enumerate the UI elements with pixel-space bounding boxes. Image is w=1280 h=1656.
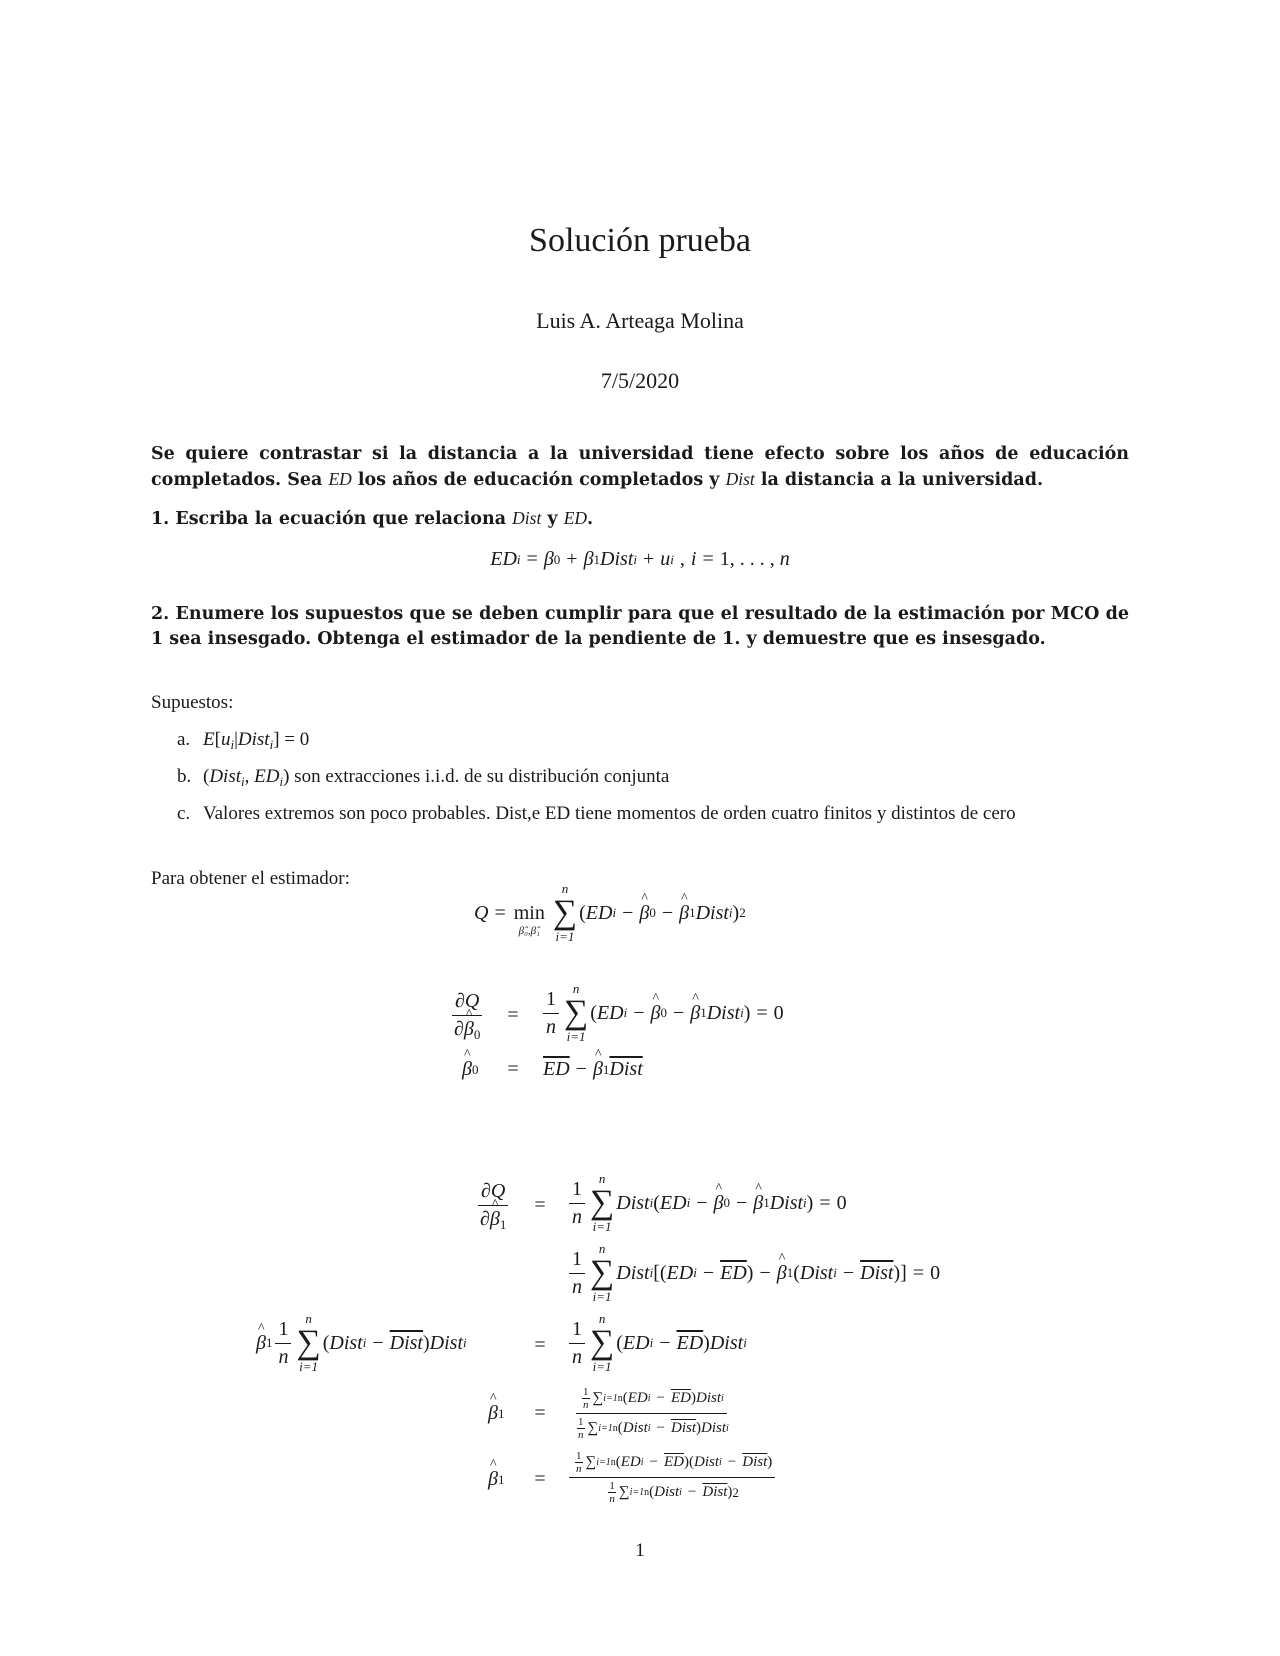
- beta1-equation-lhs: ^ β 1 $\frac{1}{n}$ n ∑ i=1 ( Dist i − Dist ) Dist i: [256, 1312, 467, 1374]
- beta0-estimator-rhs: $\overline{ED}$ − ^ β 1 Dist: [543, 1058, 643, 1081]
- beta1-hat-lhs-2: ^ β 1: [488, 1468, 504, 1491]
- derivative-beta1-lhs: $\frac{\partial Q}{\partial\^{} \beta_1}$: [474, 1180, 512, 1233]
- objective-function: Q = min β̂₀,β̂₁ n ∑ i=1 ( ED i − ^ β 0 − ^ β 1 Dist i ) 2: [474, 882, 746, 944]
- document-author: Luis A. Arteaga Molina: [536, 308, 744, 333]
- intro-paragraph: Se quiere contrastar si la distancia a la universidad tiene efecto sobre los años de educación completados. Sea ED los años de educación completados y Dist la distancia a la universidad.: [151, 444, 1129, 490]
- beta0-estimator-lhs: ^ β 0: [462, 1058, 478, 1081]
- equals-sign: =: [507, 1058, 519, 1080]
- equals-sign: =: [534, 1402, 546, 1424]
- supuesto-c-label: c.: [177, 803, 191, 824]
- supuesto-a-label: a.: [177, 729, 191, 750]
- regression-equation: ED i = β 0 + β 1 Dist i + u i , i = 1, . . . , n: [490, 548, 790, 570]
- supuesto-a: $E[u_i|Dist_i] = 0$: [203, 729, 310, 752]
- obtener-label: Para obtener el estimador:: [151, 868, 350, 889]
- equals-sign: =: [534, 1468, 546, 1490]
- supuesto-b: (Dist$_i$, $ED_i$) son extracciones i.i.d. de su distribución conjunta: [203, 766, 670, 789]
- document-title: Solución prueba: [529, 222, 751, 259]
- beta1-hat-lhs: ^ β 1: [488, 1402, 504, 1425]
- equals-sign: =: [534, 1334, 546, 1356]
- question-2: 2. Enumere los supuestos que se deben cumplir para que el resultado de la estimación por MCO de 1 sea insesgado. Obtenga el estimador de la pendiente de 1. y demuestre que es insesgado.: [151, 604, 1129, 649]
- derivative-beta1-step2: $\frac{1}{n}$ n ∑ i=1 Dist i [( ED i − $\overline{ED}$ ) − ^ β 1 ( Dist i − Dist )] = 0: [566, 1242, 940, 1304]
- equals-sign: =: [534, 1194, 546, 1216]
- question-1: 1. Escriba la ecuación que relaciona Dist y ED.: [151, 508, 594, 529]
- supuesto-c: Valores extremos son poco probables. Dist,e ED tiene momentos de orden cuatro finitos y distintos de cero: [203, 803, 1016, 824]
- derivative-beta0-rhs: $\frac{1}{n}$ n ∑ i=1 ( ED i − ^ β 0 − ^ β 1 Dist i ) = 0: [540, 982, 784, 1044]
- beta1-hat-fraction-1: $\frac{1}{n}$ ∑ i=1 n ( ED i − $\overline{ED}$ ) Dist i $\frac{1}{n}$ ∑ i=1 n ( Dist i − Dist ) Dist i: [578, 1386, 729, 1441]
- beta1-equation-rhs: $\frac{1}{n}$ n ∑ i=1 ( ED i − $\overline{ED}$ ) Dist i: [566, 1312, 747, 1374]
- beta1-hat-fraction-2: $\frac{1}{n}$ ∑ i=1 n ( ED i − $\overline{ED}$ )( Dist i − Dist ) $\frac{1}{n}$ ∑ i=1 n ( Dist i − Dist ) 2: [566, 1450, 778, 1505]
- supuestos-label: Supuestos:: [151, 692, 234, 713]
- equals-sign: =: [507, 1004, 519, 1026]
- supuesto-b-label: b.: [177, 766, 192, 787]
- derivative-beta0-lhs: $\frac{\partial Q}{\partial\^{} \beta_0}$: [448, 990, 486, 1043]
- page-number: 1: [635, 1540, 645, 1561]
- document-date: 7/5/2020: [600, 368, 680, 393]
- derivative-beta1-rhs: $\frac{1}{n}$ n ∑ i=1 Dist i ( ED i − ^ β 0 − ^ β 1 Dist i ) = 0: [566, 1172, 847, 1234]
